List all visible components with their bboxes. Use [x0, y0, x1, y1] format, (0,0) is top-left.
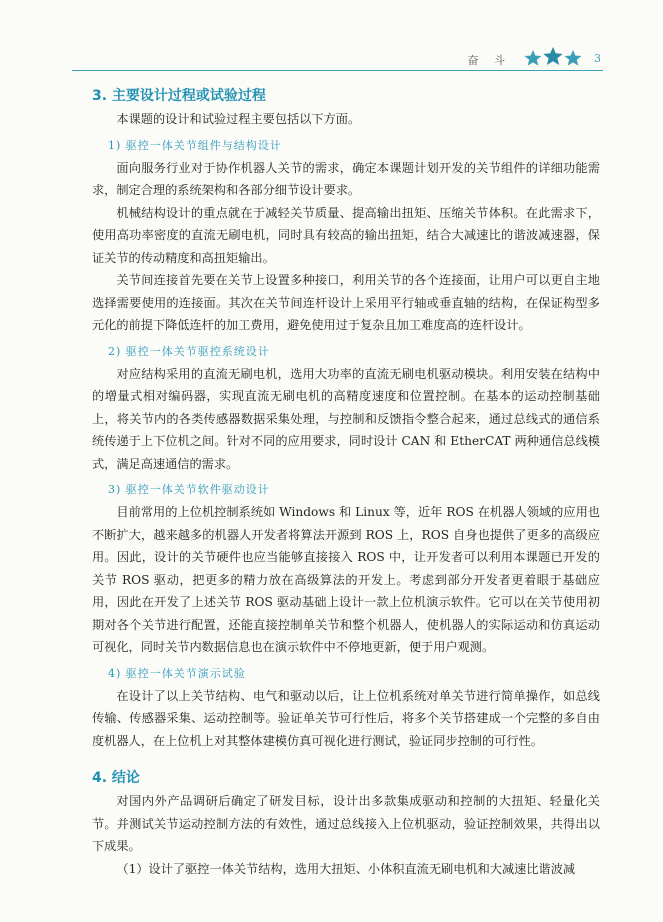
paragraph: 对应结构采用的直流无刷电机，选用大功率的直流无刷电机驱动模块。利用安装在结构中的增量式相对编码器，实现直流无刷电机的高精度速度和位置控制。在基本的运动控制基础上，将关节内的各类传感器数据采集处理，与控制和反馈指令整合起来，通过总线式的通信系统传递于上下位机之间。针对不同的应用要求，同时设计 CAN 和 EtherCAT 两种通信总线模式，满足高速通信的需求。	[92, 366, 600, 471]
paragraph: 在设计了以上关节结构、电气和驱动以后，让上位机系统对单关节进行简单操作，如总线传输、传感器采集、运动控制等。验证单关节可行性后，将多个关节搭建成一个完整的多自由度机器人，在上位机上对其整体建模仿真可视化进行测试，验证同步控制的可行性。	[92, 688, 600, 748]
subsection-4-title: 4) 驱控一体关节演示试验	[108, 666, 246, 680]
subsection-2-title: 2) 驱控一体关节驱控系统设计	[108, 344, 270, 358]
page-content	[92, 84, 600, 880]
paragraph: 目前常用的上位机控制系统如 Windows 和 Linux 等，近年 ROS 在机器人领域的应用也不断扩大，越来越多的机器人开发者将算法开源到 ROS 上，ROS 自身也提供了更多的高级应用。因此，设计的关节硬件也应当能够直接接入 ROS 中，让开发者可以利用本课题已开发的关节 ROS 驱动，把更多的精力放在高级算法的开发上。考虑到部分开发者更着眼于基础应用，因此在开发了上述关节 ROS 驱动基础上设计一款上位机演示软件。它可以在关节使用初期对各个关节进行配置，还能直接控制单关节和整个机器人，使机器人的实际运动和仿真运动可视化，同时关节内数据信息也在演示软件中不停地更新，便于用户观测。	[92, 505, 600, 654]
paragraph: （1）设计了驱控一体关节结构，选用大扭矩、小体积直流无刷电机和大减速比谐波减	[116, 861, 576, 876]
header-text: 奋 斗	[467, 54, 511, 67]
paragraph: 面向服务行业对于协作机器人关节的需求，确定本课题计划开发的关节组件的详细功能需求，制定合理的系统架构和各部分细节设计要求。	[92, 160, 600, 197]
section-4-title: 4. 结论	[92, 770, 140, 786]
section-3-intro: 本课题的设计和试验过程主要包括以下方面。	[116, 112, 361, 126]
subsection-3-title: 3) 驱控一体关节软件驱动设计	[108, 483, 270, 496]
subsection-1-title: 1) 驱控一体关节组件与结构设计	[108, 138, 282, 152]
paragraph: 关节间连接首先要在关节上设置多种接口，利用关节的各个连接面，让用户可以更自主地选择需要使用的连接面。其次在关节间连杆设计上采用平行轴或垂直轴的结构，在保证构型多元化的前提下降低连杆的加工费用，避免使用过于复杂且加工难度高的连杆设计。	[92, 273, 600, 332]
page-number: 3	[594, 52, 601, 65]
paragraph: 机械结构设计的重点就在于减轻关节质量、提高输出扭矩、压缩关节体积。在此需求下，使用高功率密度的直流无刷电机，同时具有较高的输出扭矩，结合大减速比的谐波减速器，保证关节的传动精度和高扭矩输出。	[92, 205, 600, 265]
paragraph: 对国内外产品调研后确定了研发目标，设计出多款集成驱动和控制的大扭矩、轻量化关节。并测试关节运动控制方法的有效性，通过总线接入上位机驱动，验证控制效果，共得出以下成果。	[92, 794, 600, 853]
section-3-title: 3. 主要设计过程或试验过程	[92, 88, 266, 104]
page-header	[72, 44, 603, 71]
stars-logo-icon	[523, 46, 583, 68]
